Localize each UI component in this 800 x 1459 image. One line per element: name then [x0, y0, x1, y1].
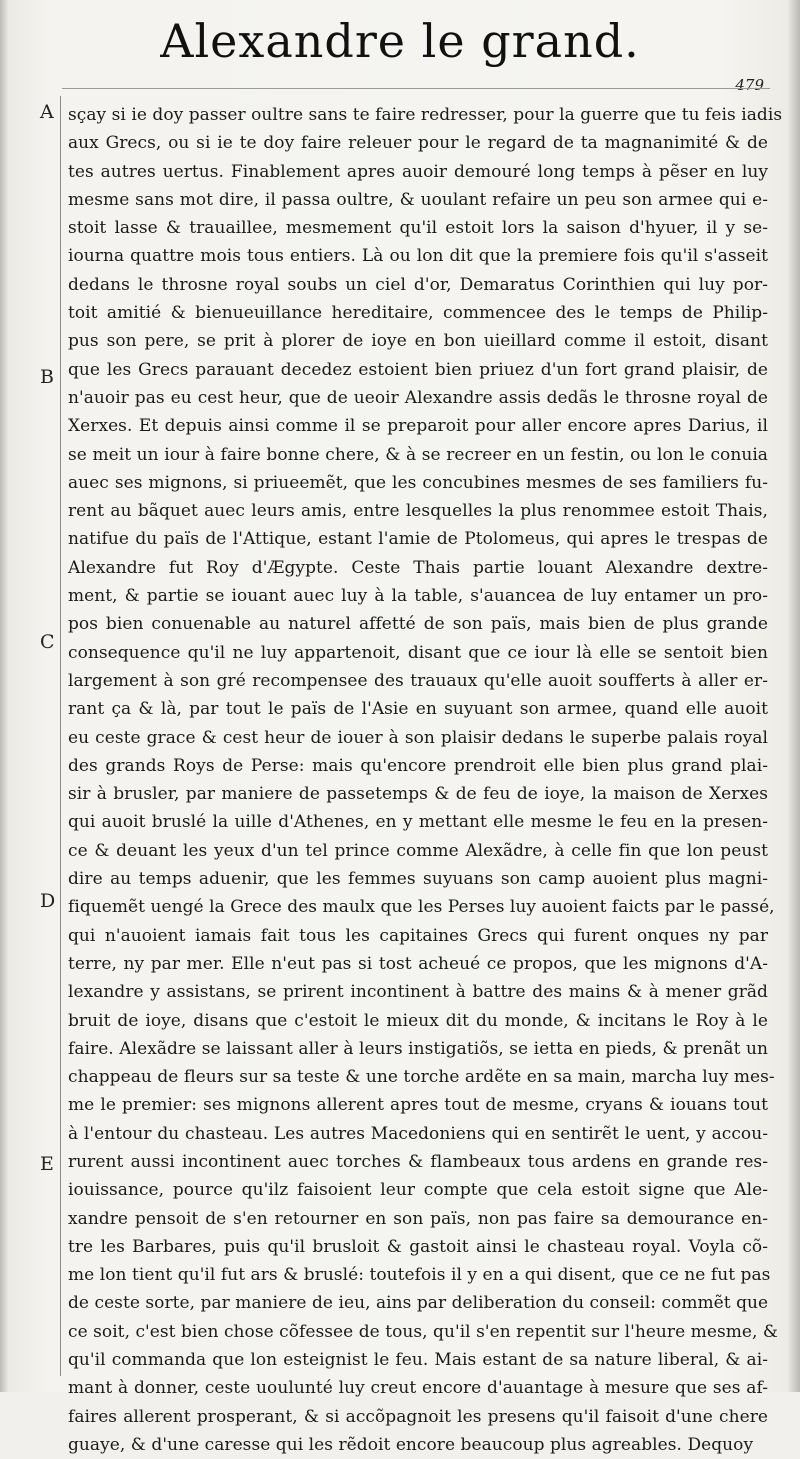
text-line: pos bien conuenable au naturel affetté de son païs, mais bien de plus grande [68, 614, 768, 635]
text-line: auec ses mignons, si priueemẽt, que les concubines mesmes de ses familiers fu- [68, 472, 768, 493]
text-line: terre, ny par mer. Elle n'eut pas si tost acheué ce propos, que les mignons d'A- [68, 953, 768, 974]
text-line: sçay si ie doy passer oultre sans te faire redresser, pour la guerre que tu feis iadis [68, 105, 783, 125]
text-line: Alexandre fut Roy d'Ægypte. Ceste Thais partie louant Alexandre dextre- [68, 557, 768, 578]
text-line: dire au temps aduenir, que les femmes suyuans son camp auoient plus magni- [68, 869, 768, 890]
text-line: toit amitié & bienueuillance hereditaire, commencee des le temps de Philip- [68, 303, 768, 324]
text-line: dedans le throsne royal soubs un ciel d'or, Demaratus Corinthien qui luy por- [68, 274, 768, 295]
text-line: mesme sans mot dire, il passa oultre, & uoulant refaire un peu son armee qui e- [68, 189, 768, 210]
text-line: n'auoir pas eu cest heur, que de ueoir Alexandre assis dedãs le throsne royal de [68, 387, 768, 408]
margin-letter-b: B [40, 366, 54, 388]
text-line: pus son pere, se prit à plorer de ioye en bon uieillard comme il estoit, disant [68, 331, 768, 352]
text-line: natifue du païs de l'Attique, estant l'amie de Ptolomeus, qui apres le trespas de [68, 529, 768, 550]
text-line: de ceste sorte, par maniere de ieu, ains par deliberation du conseil: commẽt que [68, 1293, 769, 1314]
text-line: consequence qu'il ne luy appartenoit, disant que ce iour là elle se sentoit bien [68, 642, 768, 663]
text-line: xandre pensoit de s'en retourner en son païs, non pas faire sa demourance en- [68, 1208, 768, 1229]
text-line: iouissance, pource qu'ilz faisoient leur compte que cela estoit signe que Ale- [68, 1180, 768, 1201]
text-line: rurent aussi incontinent auec torches & flambeaux tous ardens en grande res- [68, 1151, 768, 1172]
text-line: des grands Roys de Perse: mais qu'encore prendroit elle bien plus grand plai- [68, 755, 768, 776]
page-number: 479 [735, 76, 764, 94]
text-line: ce & deuant les yeux d'un tel prince comme Alexãdre, à celle fin que lon peust [68, 840, 768, 861]
text-line: faires allerent prosperant, & si accõpagnoit les presens qu'il faisoit d'une chere [68, 1406, 768, 1427]
text-line: mant à donner, ceste uoulunté luy creut encore d'auantage à mesure que ses af- [68, 1378, 768, 1399]
text-line: eu ceste grace & cest heur de iouer à son plaisir dedans le superbe palais royal [68, 727, 768, 748]
text-line: fiquemẽt uengé la Grece des maulx que les Perses luy auoient faicts par le passé, [68, 897, 775, 918]
text-line: qui auoit bruslé la uille d'Athenes, en y mettant elle mesme le feu en la presen- [68, 812, 768, 833]
text-line: bruit de ioye, disans que c'estoit le mieux dit du monde, & incitans le Roy à le [68, 1010, 768, 1031]
text-line: tre les Barbares, puis qu'il brusloit & gastoit ainsi le chasteau royal. Voyla cõ- [68, 1236, 768, 1257]
text-line: iourna quattre mois tous entiers. Là ou lon dit que la premiere fois qu'il s'asseit [68, 246, 768, 267]
text-line: qui n'auoient iamais fait tous les capitaines Grecs qui furent onques ny par [68, 925, 768, 946]
text-line: chappeau de fleurs sur sa teste & une torche ardẽte en sa main, marcha luy mes- [68, 1067, 775, 1088]
text-line: me le premier: ses mignons allerent apres tout de mesme, cryans & iouans tout [68, 1095, 768, 1116]
text-line: rent au bãquet auec leurs amis, entre lesquelles la plus renommee estoit Thais, [68, 501, 768, 522]
margin-letter-d: D [40, 890, 56, 912]
text-line: guaye, & d'une caresse qui les rẽdoit encore beaucoup plus agreables. Dequoy [68, 1434, 754, 1455]
text-line: faire. Alexãdre se laissant aller à leurs instigatiõs, se ietta en pieds, & prenãt un [68, 1038, 768, 1059]
text-line: que les Grecs parauant decedez estoient bien priuez d'un fort grand plaisir, de [68, 359, 768, 380]
margin-letter-e: E [40, 1153, 54, 1175]
page-edge-left [0, 0, 8, 1392]
text-line: se meit un iour à faire bonne chere, & à se recreer en un festin, ou lon le conuia [68, 444, 768, 465]
text-line: largement à son gré recompensee des trauaux qu'elle auoit soufferts à aller er- [68, 670, 768, 691]
page-edge-right [788, 0, 800, 1392]
body-text [68, 101, 783, 1459]
header-rule [62, 88, 770, 89]
text-line: stoit lasse & trauaillee, mesmement qu'il estoit lors la saison d'hyuer, il y se- [68, 218, 768, 239]
running-title: Alexandre le grand. [160, 14, 640, 68]
text-line: qu'il commanda que lon esteignist le feu. Mais estant de sa nature liberal, & ai- [68, 1350, 768, 1371]
margin-letter-a: A [40, 101, 54, 123]
text-line: ment, & partie se iouant auec luy à la table, s'auancea de luy entamer un pro- [68, 586, 768, 607]
text-line: à l'entour du chasteau. Les autres Macedoniens qui en sentirẽt le uent, y accou- [68, 1123, 768, 1144]
text-line: aux Grecs, ou si ie te doy faire releuer pour le regard de ta magnanimité & de [68, 133, 768, 154]
text-line: me lon tient qu'il fut ars & bruslé: toutefois il y en a qui disent, que ce ne fut pas [68, 1265, 771, 1286]
text-line: rant ça & là, par tout le païs de l'Asie en suyuant son armee, quand elle auoit [68, 699, 768, 720]
text-line: lexandre y assistans, se prirent incontinent à battre des mains & à mener grãd [68, 982, 768, 1003]
text-line: tes autres uertus. Finablement apres auoir demouré long temps à pẽser en luy [68, 161, 768, 182]
text-line: Xerxes. Et depuis ainsi comme il se preparoit pour aller encore apres Darius, il [68, 416, 768, 437]
text-line: ce soit, c'est bien chose cõfessee de tous, qu'il s'en repentit sur l'heure mesme, & [68, 1321, 779, 1342]
margin-letter-c: C [40, 631, 55, 653]
margin-rule [60, 96, 61, 1376]
text-line: sir à brusler, par maniere de passetemps & de feu de ioye, la maison de Xerxes [68, 784, 768, 805]
